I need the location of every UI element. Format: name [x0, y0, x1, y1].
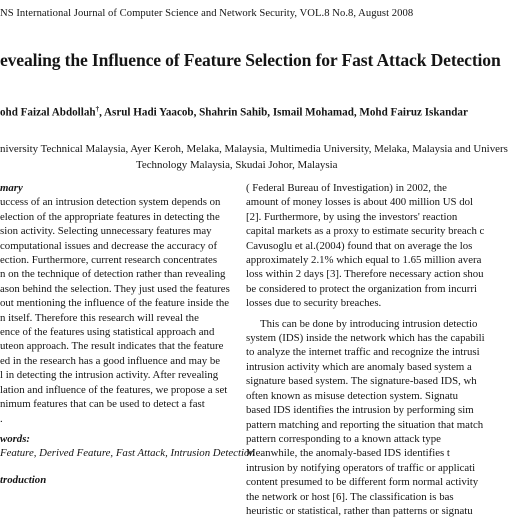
abstract-line: out mentioning the influence of the feature inside the: [0, 297, 230, 310]
keywords-text: Feature, Derived Feature, Fast Attack, Intrusion Detection: [0, 447, 255, 460]
abstract-line: sion activity. Selecting unnecessary features may: [0, 225, 212, 238]
left-column: [0, 181, 255, 487]
abstract-line: lation and influence of the features, we propose a set: [0, 383, 228, 396]
author-names-rest: , Asrul Hadi Yaacob, Shahrin Sahib, Ismail Mohamad, Mohd Fairuz Iskandar: [99, 106, 468, 119]
body-line: pattern matching and reporting the situation that match: [246, 418, 484, 431]
affiliations: [0, 141, 508, 173]
body-line: to analyze the internet traffic and recognize the intrusi: [246, 346, 480, 359]
abstract-heading: mary: [0, 182, 23, 194]
body-line: loss within 2 days [3]. Therefore necessary action shou: [246, 268, 484, 281]
keywords-heading: words:: [0, 432, 30, 445]
abstract-line: .: [0, 412, 3, 425]
body-line: amount of money losses is about 400 million US dol: [246, 196, 474, 209]
body-line: ( Federal Bureau of Investigation) in 2002, the: [246, 182, 447, 194]
right-column: [246, 181, 485, 518]
body-line: capital markets as a proxy to estimate security breach c: [246, 225, 485, 238]
introduction-heading: troduction: [0, 473, 47, 486]
body-line: heuristic or statistical, rather than patterns or signatu: [246, 504, 473, 517]
body-line: often known as misuse detection system. Signatu: [246, 389, 459, 402]
affiliation-line-1: niversity Technical Malaysia, Ayer Keroh, Melaka, Malaysia, Multimedia University, Melaka, Malaysia and Univers: [0, 143, 508, 155]
body-line: Cavusoglu et al.(2004) found that on average the los: [246, 239, 473, 252]
body-line: the network or host [6]. The classification is bas: [246, 490, 454, 503]
body-line: pattern corresponding to a known attack type: [246, 432, 441, 445]
abstract-line: ed in the research has a good influence and may be: [0, 354, 221, 367]
body-line: based IDS identifies the intrusion by performing sim: [246, 404, 474, 417]
abstract-line: ason behind the selection. They just used the features: [0, 282, 230, 295]
body-line: [2]. Furthermore, by using the investors' reaction: [246, 210, 458, 223]
abstract-line: l in detecting the intrusion activity. After revealing: [0, 369, 219, 382]
abstract-line: nimum features that can be used to detect a fast: [0, 398, 205, 411]
abstract-line: uccess of an intrusion detection system depends on: [0, 196, 221, 209]
abstract-line: ection. Furthermore, current research concentrates: [0, 254, 218, 267]
body-line: This can be done by introducing intrusion detectio: [260, 317, 478, 330]
abstract-line: uteon approach. The result indicates that the feature: [0, 340, 224, 353]
body-line: be considered to protect the organization from incurri: [246, 282, 477, 295]
body-line: intrusion activity which are anomaly based system a: [246, 360, 472, 373]
author-dagger: †: [95, 105, 100, 113]
body-line: Meanwhile, the anomaly-based IDS identifies t: [246, 447, 450, 460]
author-list: [0, 105, 468, 119]
abstract-line: n itself. Therefore this research will reveal the: [0, 311, 199, 324]
body-line: approximately 2.1% which equal to 1.65 million avera: [246, 254, 482, 267]
body-line: intrusion by notifying operators of traffic or applicati: [246, 461, 476, 474]
affiliation-line-2: Technology Malaysia, Skudai Johor, Malaysia: [136, 159, 338, 171]
abstract-line: election of the appropriate features in detecting the: [0, 210, 220, 223]
body-line: system (IDS) inside the network which has the capabili: [246, 332, 485, 345]
paper-title: evealing the Influence of Feature Selection for Fast Attack Detection: [0, 50, 501, 70]
abstract-line: n on the technique of detection rather than revealing: [0, 268, 226, 281]
journal-header: NS International Journal of Computer Science and Network Security, VOL.8 No.8, August 2008: [0, 8, 414, 19]
abstract-line: computational issues and decrease the accuracy of: [0, 239, 218, 252]
body-line: content presumed to be different form normal activity: [246, 476, 479, 489]
abstract-line: ence of the features using statistical approach and: [0, 326, 215, 339]
author-names-start: ohd Faizal Abdollah: [0, 106, 96, 119]
body-line: signature based system. The signature-based IDS, wh: [246, 375, 477, 388]
body-line: losses due to security breaches.: [246, 297, 382, 310]
